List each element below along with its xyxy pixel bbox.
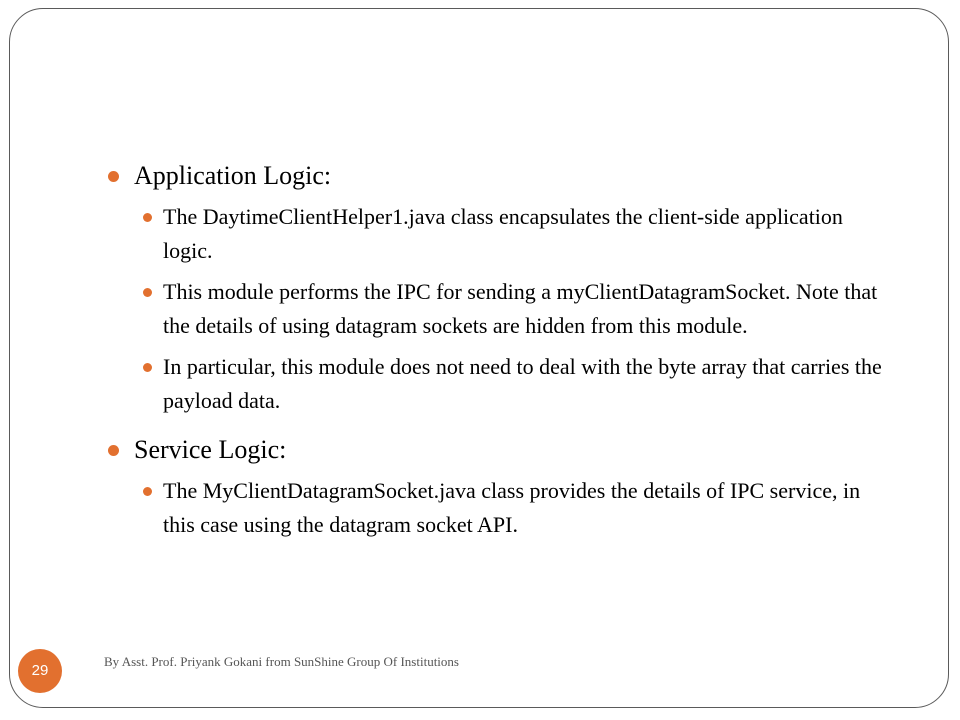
section-heading-text: Application Logic: <box>134 161 332 190</box>
slide-content <box>104 158 894 556</box>
bullet-point-text: The MyClientDatagramSocket.java class provides the details of IPC service, in this case using the datagram socket API. <box>163 478 861 537</box>
bullet-icon <box>108 445 119 456</box>
bullet-icon <box>108 171 119 182</box>
slide-number-badge: 29 <box>18 649 62 693</box>
bullet-point <box>104 275 894 343</box>
bullet-icon <box>143 288 152 297</box>
section-heading-text: Service Logic: <box>134 435 287 464</box>
section-heading-application-logic <box>104 158 894 194</box>
bullet-point <box>104 350 894 418</box>
bullet-icon <box>143 213 152 222</box>
bullet-point <box>104 474 894 542</box>
bullet-point-text: In particular, this module does not need to deal with the byte array that carries the payload data. <box>163 354 882 413</box>
bullet-icon <box>143 363 152 372</box>
application-logic-points <box>104 200 894 418</box>
service-logic-points <box>104 474 894 542</box>
bullet-icon <box>143 487 152 496</box>
bullet-point-text: The DaytimeClientHelper1.java class encapsulates the client-side application logic. <box>163 204 843 263</box>
section-heading-service-logic <box>104 432 894 468</box>
bullet-point-text: This module performs the IPC for sending a myClientDatagramSocket. Note that the details of using datagram sockets are hidden from this module. <box>163 279 878 338</box>
bullet-point <box>104 200 894 268</box>
footer-credit: By Asst. Prof. Priyank Gokani from SunShine Group Of Institutions <box>104 654 459 669</box>
